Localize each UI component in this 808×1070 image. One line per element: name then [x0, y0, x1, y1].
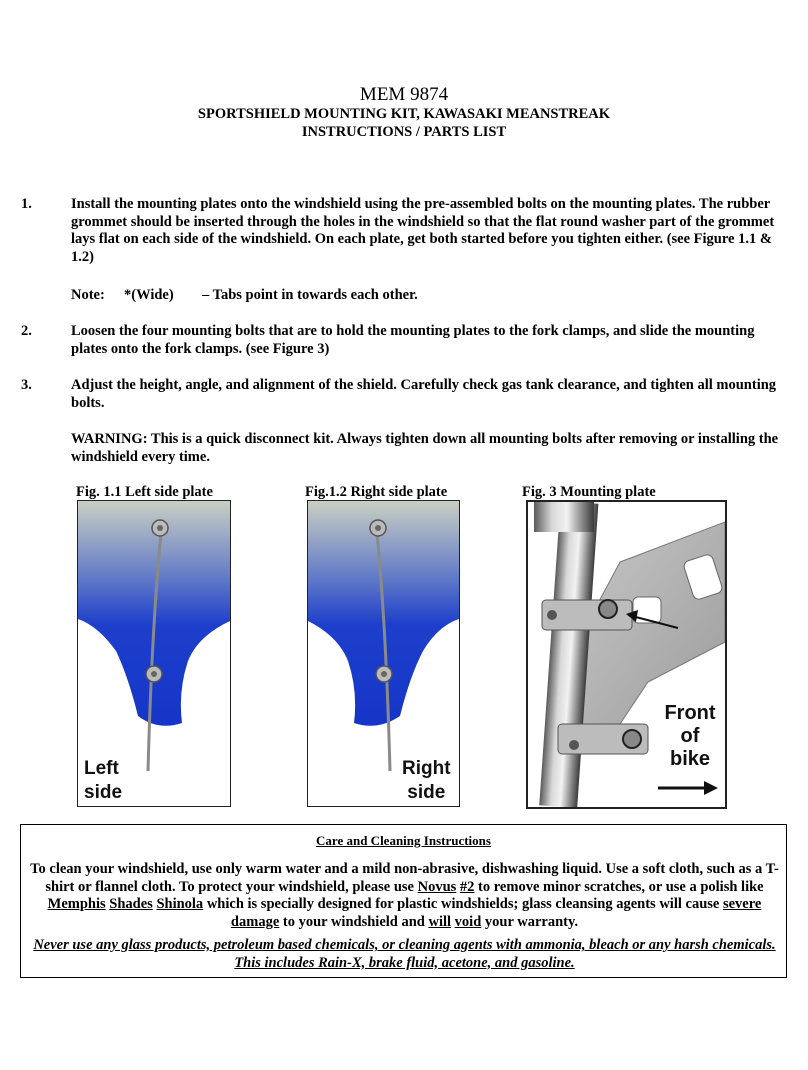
care-text-5: your warranty.	[481, 913, 579, 930]
fig-2-image	[307, 500, 460, 807]
fig-3-label-line-2: of	[680, 725, 700, 747]
fig-3-label-line-1: Front	[664, 702, 716, 724]
document-subtitle: SPORTSHIELD MOUNTING KIT, KAWASAKI MEANSTREAK	[197, 106, 611, 122]
fig-3-caption: Fig. 3 Mounting plate	[522, 484, 656, 500]
step-1-text: Install the mounting plates onto the windshield using the pre-assembled bolts on the mounting plates. The rubber grommet should be inserted through the holes in the windshield so that the flat round washer part of the grommet lays flat on each side of the windshield. On each plate, get both started before you tighten either. (see Figure 1.1 & 1.2)	[71, 196, 775, 265]
fig-1-label-line-1: Left	[84, 758, 119, 779]
fig-2-label-line-1: Right	[402, 758, 451, 779]
fig-1-label-line-2: side	[84, 782, 123, 803]
care-will: will	[428, 913, 452, 930]
care-num2: #2	[459, 878, 475, 895]
fig-2-label-line-2: side	[407, 782, 446, 803]
fig-1-image	[77, 500, 231, 807]
care-instructions-box	[20, 824, 787, 978]
care-shinola: Shinola	[156, 896, 204, 912]
fig-2-caption: Fig.1.2 Right side plate	[305, 484, 448, 500]
step-1-number: 1.	[21, 196, 32, 212]
care-text-1: To clean your windshield, use only warm water and a mild non-abrasive, dishwashing liquid. Use a soft cloth, such as a T-shirt or flannel cloth. To protect your windshield, please use	[30, 861, 779, 895]
care-text-4: to your windshield and	[279, 913, 429, 930]
note-wide: *(Wide)	[124, 287, 174, 303]
care-shades: Shades	[109, 896, 153, 912]
note-text: – Tabs point in towards each other.	[202, 287, 418, 303]
care-body	[29, 861, 780, 931]
care-void: void	[454, 913, 482, 930]
care-memphis: Memphis	[47, 896, 106, 912]
warning-text: WARNING: This is a quick disconnect kit. Always tighten down all mounting bolts after removing or installing the windshield every time.	[71, 431, 779, 465]
step-3-text: Adjust the height, angle, and alignment of the shield. Carefully check gas tank clearance, and tighten all mounting bolts.	[71, 377, 777, 411]
step-2-number: 2.	[21, 323, 32, 339]
care-text-3: which is specially designed for plastic windshields; glass cleansing agents will cause	[203, 896, 723, 912]
care-damage: damage	[230, 913, 280, 930]
note-label: Note:	[71, 287, 105, 303]
care-warning: Never use any glass products, petroleum based chemicals, or cleaning agents with ammonia, bleach or any harsh chemicals. This includes Rain-X, brake fluid, acetone, and gasoline.	[33, 937, 776, 971]
care-novus: Novus	[417, 878, 457, 895]
fig-1-caption: Fig. 1.1 Left side plate	[76, 484, 213, 500]
care-text-2: to remove minor scratches, or use a polish like	[474, 878, 764, 895]
fig-3-image	[526, 500, 727, 809]
document-subtitle-2: INSTRUCTIONS / PARTS LIST	[301, 124, 507, 140]
step-2-text: Loosen the four mounting bolts that are to hold the mounting plates to the fork clamps, and slide the mounting plates onto the fork clamps. (see Figure 3)	[71, 323, 755, 357]
care-title: Care and Cleaning Instructions	[316, 833, 491, 848]
step-3-number: 3.	[21, 377, 32, 393]
care-severe: severe	[722, 896, 762, 912]
document-title: MEM 9874	[359, 84, 449, 105]
fig-3-label-line-3: bike	[669, 748, 711, 770]
